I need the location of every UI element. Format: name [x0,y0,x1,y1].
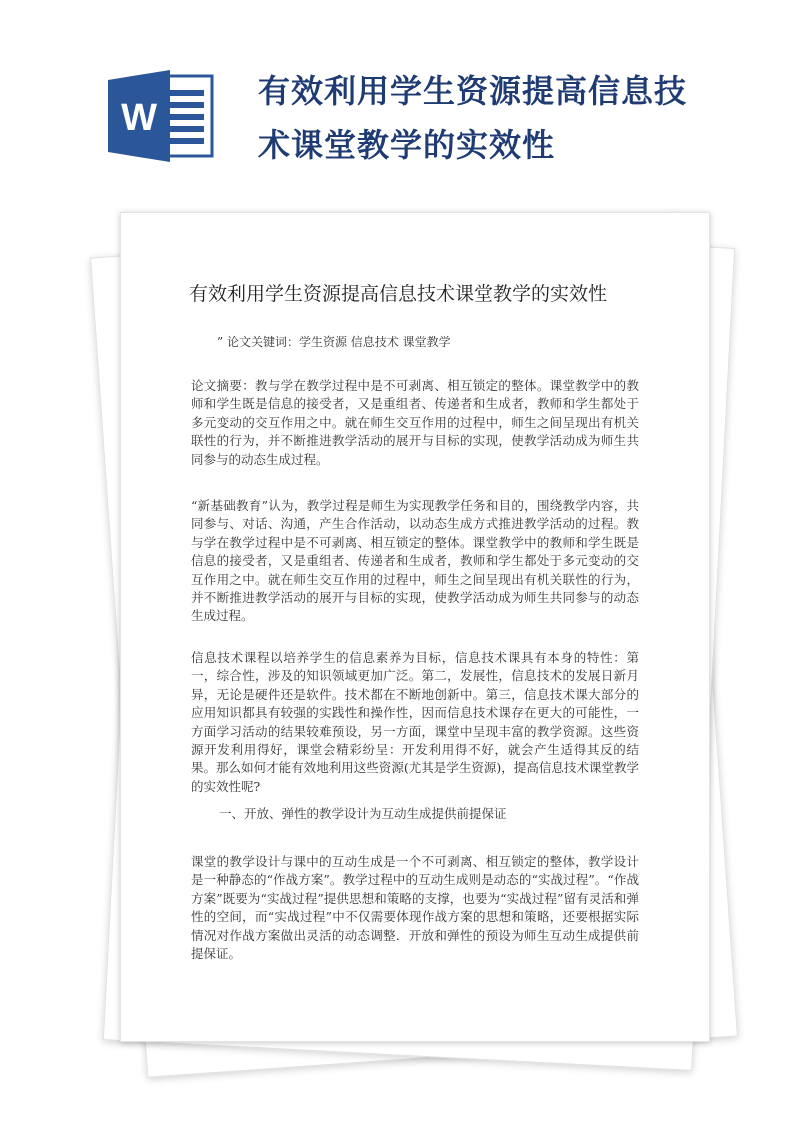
abstract-paragraph: 论文摘要：教与学在教学过程中是不可剥离、相互锁定的整体。课堂教学中的教师和学生既是信息的接受者，又是重组者、传递者和生成者，教师和学生都处于多元变动的交互作用之中。就在师生交互作用的过程中，师生之间呈现出有机关联性的行为，并不断推进教学活动的展开与目标的实现，使教学活动成为师生共同参与的动态生成过程。 [191,378,639,467]
header-title: 有效利用学生资源提高信息技术课堂教学的实效性 [258,72,688,164]
document-title: 有效利用学生资源提高信息技术课堂教学的实效性 [189,283,608,305]
word-logo-letter: W [121,97,157,139]
document-keywords: ” 论文关键词：学生资源 信息技术 课堂教学 [217,335,451,349]
body-paragraph: 信息技术课程以培养学生的信息素养为目标，信息技术课具有本身的特性：第一，综合性，涉及的知识领域更加广泛。第二，发展性，信息技术的发展日新月异，无论是硬件还是软件。技术都在不断地创新中。第三，信息技术课大部分的应用知识都具有较强的实践性和操作性，因而信息技术课存在更大的可能性，一方面学习活动的结果较难预设，另一方面，课堂中呈现丰富的教学资源。这些资源开发利用得好，课堂会精彩纷呈：开发利用得不好，就会产生适得其反的结果。那么如何才能有效地利用这些资源(尤其是学生资源)，提高信息技术课堂教学的实效性呢? [191,650,639,794]
body-paragraph: 课堂的教学设计与课中的互动生成是一个不可剥离、相互锁定的整体，教学设计是一种静态的“作战方案”。教学过程中的互动生成则是动态的“实战过程”。“作战方案”既要为“实战过程”提供思想和策略的支撑，也要为“实战过程”留有灵活和弹性的空间，而“实战过程”中不仅需要体现作战方案的思想和策略，还要根据实际情况对作战方案做出灵活的动态调整．开放和弹性的预设为师生互动生成提供前提保证。 [191,854,639,962]
body-paragraph: “新基础教育”认为，教学过程是师生为实现教学任务和目的，围绕教学内容，共同参与、对话、沟通，产生合作活动，以动态生成方式推进教学活动的过程。教与学在教学过程中是不可剥离、相互锁定的整体。课堂教学中的教师和学生既是信息的接受者，又是重组者、传递者和生成者，教师和学生都处于多元变动的交互作用之中。就在师生交互作用的过程中，师生之间呈现出有机关联性的行为，并不断推进教学活动的展开与目标的实现，使教学活动成为师生共同参与的动态生成过程。 [191,498,639,624]
word-document-icon [108,70,216,162]
document-page [120,212,710,1042]
page-header [0,0,800,200]
section-heading: 一、开放、弹性的教学设计为互动生成提供前提保证 [219,806,507,821]
